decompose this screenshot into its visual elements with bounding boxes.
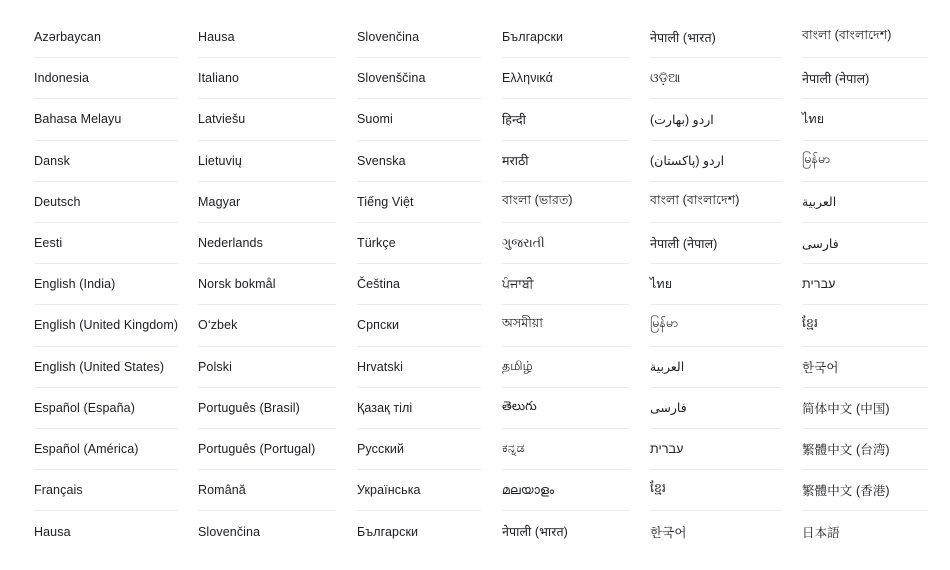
language-option-label: မြန်မာ (650, 316, 679, 331)
language-option-label: বাংলা (ভারত) (502, 192, 573, 207)
language-option[interactable] (34, 470, 178, 511)
language-option[interactable] (802, 388, 928, 429)
language-option-label: O‘zbek (198, 318, 238, 333)
language-option[interactable] (34, 388, 178, 429)
language-option[interactable] (34, 347, 178, 388)
language-option[interactable] (357, 17, 481, 58)
language-option[interactable] (34, 99, 178, 140)
language-option-label: Български (357, 524, 419, 539)
language-option-label: Dansk (34, 153, 70, 168)
language-option[interactable] (650, 429, 781, 470)
language-option[interactable] (650, 470, 781, 511)
language-option[interactable] (802, 17, 928, 58)
language-option-label: Italiano (198, 71, 240, 86)
language-option-label: Nederlands (198, 236, 263, 251)
language-option-label: Українська (357, 483, 421, 498)
language-column-1 (34, 17, 178, 552)
language-option-label: Türkçe (357, 236, 396, 251)
language-option[interactable] (802, 58, 928, 99)
language-option[interactable] (802, 182, 928, 223)
language-option-label: Bahasa Melayu (34, 112, 122, 127)
language-option-label: עברית (650, 441, 684, 456)
language-option[interactable] (802, 305, 928, 346)
language-option-label: ਪੰਜਾਬੀ (502, 276, 534, 291)
language-column-5 (650, 17, 781, 552)
language-option-label: English (India) (34, 277, 116, 292)
language-option-label: 日本語 (802, 525, 840, 540)
language-option-label: Български (502, 30, 564, 45)
language-option-label: Polski (198, 359, 232, 374)
language-option-label: Tiếng Việt (357, 194, 414, 209)
language-option-label: Română (198, 483, 246, 498)
language-option-label: 한국어 (650, 525, 687, 540)
language-option[interactable] (357, 470, 481, 511)
language-option-label: Deutsch (34, 194, 81, 209)
language-option[interactable] (198, 99, 336, 140)
language-option-label: मराठी (502, 154, 529, 169)
language-option[interactable] (357, 429, 481, 470)
language-option-label: ଓଡ଼ିଆ (650, 70, 681, 85)
language-option[interactable] (502, 511, 629, 552)
language-option[interactable] (650, 141, 781, 182)
language-option[interactable] (802, 223, 928, 264)
language-option[interactable] (34, 182, 178, 223)
language-option-label: অসমীয়া (502, 316, 543, 331)
language-option-label: தமிழ் (502, 358, 533, 373)
language-option[interactable] (802, 470, 928, 511)
language-option[interactable] (502, 17, 629, 58)
language-option[interactable] (34, 141, 178, 182)
language-option[interactable] (34, 511, 178, 552)
language-column-6 (802, 17, 928, 552)
language-option-label: עברית (802, 277, 836, 292)
language-option-label: Русский (357, 441, 405, 456)
language-column-4 (502, 17, 629, 552)
language-option-label: Hausa (198, 30, 235, 45)
language-option[interactable] (357, 264, 481, 305)
language-grid (0, 17, 950, 553)
language-option-label: বাংলা (বাংলাদেশ) (650, 192, 740, 207)
language-option-label: ไทย (802, 112, 825, 127)
language-option[interactable] (198, 182, 336, 223)
language-option-label: മലയാളം (502, 482, 555, 497)
language-option[interactable] (802, 141, 928, 182)
language-option-label: Slovenščina (357, 71, 426, 86)
language-option[interactable] (502, 305, 629, 346)
language-option-label: English (United Kingdom) (34, 318, 179, 333)
language-option[interactable] (650, 99, 781, 140)
language-option-label: Norsk bokmål (198, 277, 276, 292)
language-option[interactable] (34, 58, 178, 99)
language-option[interactable] (34, 429, 178, 470)
language-option-label: Eesti (34, 236, 63, 251)
language-option[interactable] (198, 17, 336, 58)
language-option-label: 繁體中文 (香港) (802, 484, 890, 499)
language-option-label: Español (América) (34, 441, 139, 456)
language-option-label: Қазақ тілі (357, 400, 413, 415)
language-option-label: 한국어 (802, 360, 839, 375)
language-option[interactable] (198, 264, 336, 305)
language-option-label: Magyar (198, 194, 241, 209)
language-option-label: Slovenčina (198, 524, 261, 539)
language-column-2 (198, 17, 336, 552)
language-option[interactable] (502, 470, 629, 511)
language-option-label: Hrvatski (357, 359, 403, 374)
language-option[interactable] (502, 429, 629, 470)
language-option[interactable] (650, 347, 781, 388)
language-option-label: नेपाली (नेपाल) (802, 71, 870, 86)
language-option[interactable] (198, 347, 336, 388)
language-option-label: فارسی (802, 236, 839, 251)
language-option-label: ગુજરાતી (502, 235, 545, 250)
language-option-label: العربية (802, 195, 837, 210)
language-option[interactable] (650, 305, 781, 346)
language-option[interactable] (357, 58, 481, 99)
language-option[interactable] (502, 141, 629, 182)
language-option[interactable] (650, 58, 781, 99)
language-option[interactable] (650, 223, 781, 264)
language-option-label: Ελληνικά (502, 71, 553, 86)
language-option[interactable] (650, 182, 781, 223)
language-option-label: မြန်မာ (802, 151, 831, 166)
language-option[interactable] (502, 182, 629, 223)
language-option[interactable] (357, 388, 481, 429)
language-option[interactable] (650, 17, 781, 58)
language-option-label: Slovenčina (357, 30, 420, 45)
language-option[interactable] (502, 347, 629, 388)
language-option[interactable] (502, 388, 629, 429)
language-option[interactable] (357, 141, 481, 182)
language-option[interactable] (802, 347, 928, 388)
language-option[interactable] (802, 264, 928, 305)
language-option-label: हिन्दी (502, 112, 526, 127)
language-option[interactable] (357, 99, 481, 140)
language-option-label: فارسی (650, 401, 687, 416)
language-option-label: ไทย (650, 277, 673, 292)
language-option[interactable] (802, 99, 928, 140)
language-option-label: Čeština (357, 277, 401, 292)
language-option-label: 简体中文 (中国) (802, 401, 890, 416)
language-option-label: বাংলা (বাংলাদেশ) (802, 28, 892, 43)
language-option-label: 繁體中文 (台湾) (802, 442, 890, 457)
language-option-label: Indonesia (34, 71, 90, 86)
language-option-label: नेपाली (नेपाल) (650, 236, 718, 251)
language-option[interactable] (198, 429, 336, 470)
language-option-label: Français (34, 483, 83, 498)
language-option-label: ខ្មែរ (802, 316, 819, 331)
language-option-label: Português (Portugal) (198, 441, 316, 456)
language-option[interactable] (198, 470, 336, 511)
language-option[interactable] (198, 58, 336, 99)
language-option-label: नेपाली (भारत) (502, 525, 568, 540)
language-option-label: العربية (650, 360, 685, 375)
language-option[interactable] (198, 141, 336, 182)
language-option-label: Hausa (34, 524, 71, 539)
language-option-label: Suomi (357, 112, 393, 127)
language-option[interactable] (34, 264, 178, 305)
language-option-label: తెలుగు (502, 398, 537, 413)
language-option[interactable] (650, 388, 781, 429)
language-option-label: English (United States) (34, 359, 165, 374)
language-option[interactable] (198, 511, 336, 552)
language-option[interactable] (502, 264, 629, 305)
language-option[interactable] (34, 17, 178, 58)
language-option-label: Azərbaycan (34, 30, 102, 45)
language-option[interactable] (650, 264, 781, 305)
language-option-label: Latviešu (198, 112, 246, 127)
language-option[interactable] (198, 223, 336, 264)
language-column-3 (357, 17, 481, 552)
language-option[interactable] (502, 58, 629, 99)
language-option-label: Svenska (357, 153, 406, 168)
language-option[interactable] (34, 223, 178, 264)
language-option-label: اردو (پاکستان) (650, 154, 725, 169)
language-option-label: Српски (357, 318, 400, 333)
language-option[interactable] (502, 99, 629, 140)
language-option-label: Español (España) (34, 400, 135, 415)
language-option[interactable] (357, 511, 481, 552)
language-option-label: Lietuvių (198, 153, 242, 168)
language-option[interactable] (357, 347, 481, 388)
language-option[interactable] (802, 429, 928, 470)
language-option-label: Português (Brasil) (198, 400, 300, 415)
language-option-label: नेपाली (भारत) (650, 30, 716, 45)
language-option[interactable] (802, 511, 928, 552)
language-option-label: ಕನ್ನಡ (502, 441, 525, 456)
language-option[interactable] (357, 182, 481, 223)
language-option[interactable] (357, 223, 481, 264)
language-option[interactable] (198, 388, 336, 429)
language-option-label: ខ្មែរ (650, 481, 667, 496)
language-option[interactable] (34, 305, 178, 346)
language-option[interactable] (198, 305, 336, 346)
language-option[interactable] (650, 511, 781, 552)
language-option[interactable] (357, 305, 481, 346)
language-option-label: اردو (بھارت) (650, 112, 714, 127)
language-option[interactable] (502, 223, 629, 264)
